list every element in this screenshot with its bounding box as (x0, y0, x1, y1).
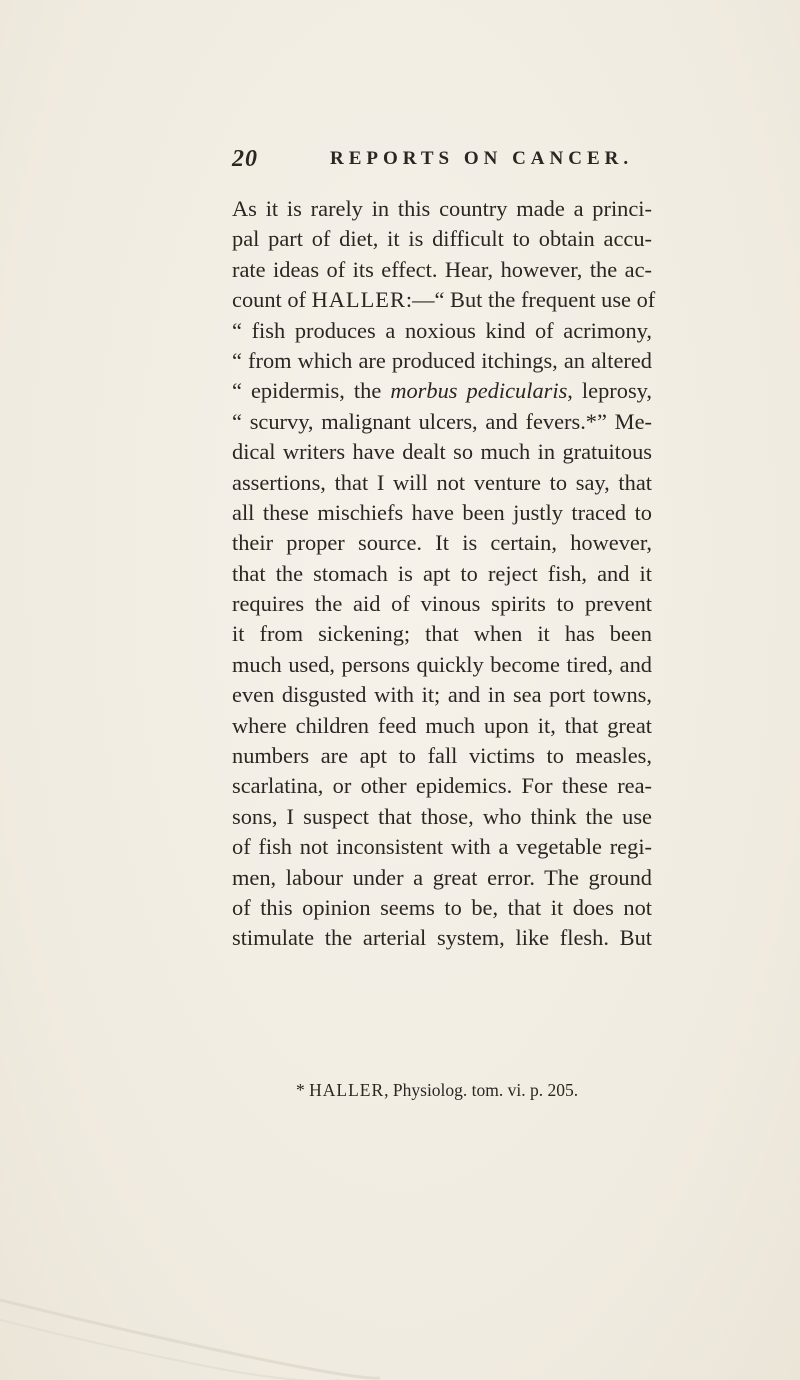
paper-stain-decoration (0, 1260, 380, 1380)
text-line: of this opinion seems to be, that it does not (232, 894, 652, 920)
text-line: “ scurvy, malignant ulcers, and fevers.*” Me- (232, 408, 652, 434)
running-head: REPORTS ON CANCER. (330, 148, 634, 169)
text-line: stimulate the arterial system, like flesh. But (232, 925, 652, 951)
text-line: sons, I suspect that those, who think the use (232, 803, 652, 829)
text-line: their proper source. It is certain, however, (232, 530, 652, 556)
text-line: rate ideas of its effect. Hear, however, the ac- (232, 256, 652, 282)
text-line: even disgusted with it; and in sea port towns, (232, 682, 652, 708)
text-line: “ from which are produced itchings, an altered (232, 347, 652, 373)
text-line: numbers are apt to fall victims to measles, (232, 743, 652, 769)
text-line: of fish not inconsistent with a vegetable regi- (232, 834, 652, 860)
text-line: pal part of diet, it is difficult to obtain accu- (232, 226, 652, 252)
text-line: all these mischiefs have been justly traced to (232, 499, 652, 525)
text-line: assertions, that I will not venture to say, that (232, 469, 652, 495)
text-line: it from sickening; that when it has been (232, 621, 652, 647)
text-line: count of HALLER:—“ But the frequent use of (232, 287, 656, 313)
text-line: “ fish produces a noxious kind of acrimony, (232, 317, 652, 343)
body-text (232, 194, 656, 954)
text-line: scarlatina, or other epidemics. For these rea- (232, 773, 652, 799)
text-line: “ epidermis, the morbus pedicularis, leprosy, (232, 378, 652, 404)
footnote: * HALLER, Physiolog. tom. vi. p. 205. (296, 1080, 579, 1100)
page-number: 20 (232, 146, 258, 172)
text-line: much used, persons quickly become tired, and (232, 651, 652, 677)
text-line: As it is rarely in this country made a princi- (232, 196, 652, 221)
page-header (232, 146, 652, 176)
text-line: where children feed much upon it, that great (232, 712, 652, 738)
text-line: men, labour under a great error. The ground (232, 864, 652, 890)
text-line: that the stomach is apt to reject fish, and it (232, 560, 652, 586)
text-line: requires the aid of vinous spirits to prevent (232, 591, 652, 617)
text-line: dical writers have dealt so much in gratuitous (232, 439, 652, 465)
